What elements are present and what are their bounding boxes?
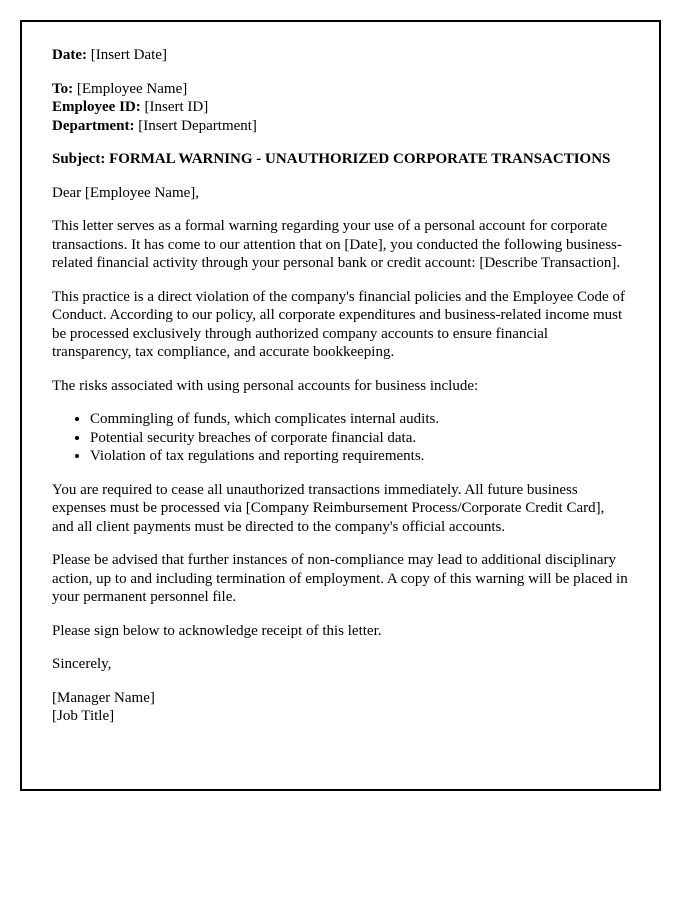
paragraph-cease-requirement: You are required to cease all unauthorized transactions immediately. All future business expenses must be processed via [Company Reimbursement Process/Corporate Credit Card], and all client payments must be directed to the company's official accounts. [52,481,605,535]
paragraph-sign-request: Please sign below to acknowledge receipt of this letter. [52,622,382,639]
employee-id-label: Employee ID: [52,99,141,115]
date-field [52,46,629,65]
department-field [52,117,629,136]
employee-id-field [52,98,629,117]
to-value: [Employee Name] [76,80,188,97]
letter-container [20,20,661,791]
paragraph-warning-intro: This letter serves as a formal warning regarding your use of a personal account for corporate transactions. It has come to our attention that on [Date], you conducted the following business-related financial activity through your personal bank or credit account: [Describe Transaction]. [52,218,622,271]
risk-item-security: • Potential security breaches of corporate financial data. [90,429,629,448]
subject-line: Subject: FORMAL WARNING - UNAUTHORIZED CORPORATE TRANSACTIONS [52,151,611,167]
to-label: To: [52,80,74,97]
risk-item-commingling: • Commingling of funds, which complicates internal audits. [90,410,629,429]
department-value: [Insert Department] [138,117,257,134]
paragraph-consequences: Please be advised that further instances of non-compliance may lead to additional disciplinary action, up to and including termination of employment. A copy of this warning will be placed in your permanent personnel file. [52,552,628,605]
signature-block [52,689,629,726]
risk-list [52,410,629,466]
closing: Sincerely, [52,656,112,672]
date-label: Date: [52,47,87,63]
paragraph-risks-intro: The risks associated with using personal accounts for business include: [52,377,479,394]
risk-item-tax: • Violation of tax regulations and reporting requirements. [90,447,629,466]
department-label: Department: [52,117,135,134]
signature-manager-name: [Manager Name] [52,689,155,706]
to-field [52,80,629,99]
date-value: [Insert Date] [90,47,167,63]
paragraph-policy-violation: This practice is a direct violation of the company's financial policies and the Employee Code of Conduct. According to our policy, all corporate expenditures and business-related income must be processed exclusively through authorized company accounts to ensure financial transparency, tax compliance, and accurate bookkeeping. [52,288,625,360]
employee-id-value: [Insert ID] [144,99,209,115]
salutation: Dear [Employee Name], [52,184,200,201]
signature-job-title: [Job Title] [52,708,115,724]
